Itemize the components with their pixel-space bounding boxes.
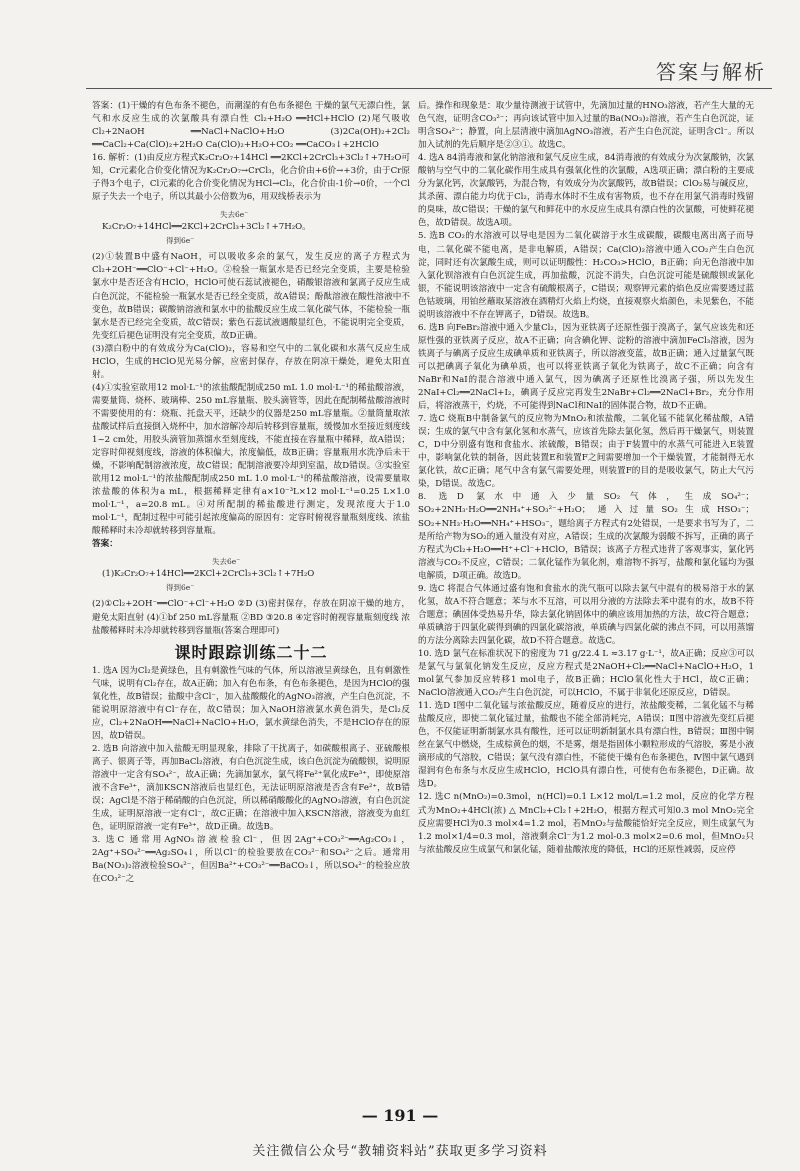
question-5: 5. 选B CO₂的水溶液可以导电是因为二氧化碳溶于水生成碳酸，碳酸电离出离子而导电，二氧化碳不能电离，是非电解质，A错误；Ca(ClO)₂溶液中通入CO₂产生白色沉淀，同时还有次氯酸生成，则可以证明酸性：H₂CO₃>HClO，B正确；向无色溶液中加入氯化钡溶液有白色沉淀生成，再加盐酸，沉淀不消失，白色沉淀可能是硫酸钡或氯化银，不能说明该溶液中一定含有硫酸根离子，C错误；观察钾元素的焰色反应需要透过蓝色钴玻璃，用铂丝蘸取某溶液在酒精灯火焰上灼烧，直接观察火焰颜色，未见紫色，不能说明该溶液中不存在钾离子，D错误。故选B。 xyxy=(418,231,754,320)
question-16-part-4: (4)①实验室欲用12 mol·L⁻¹的浓盐酸配制成250 mL 1.0 mol·L⁻¹的稀盐酸溶液，需要量筒、烧杯、玻璃棒、250 mL容量瓶、胶头滴管等，因此在配制稀盐酸溶液时不需要使用的有：烧瓶、托盘天平，还缺少的仪器是250 mL容量瓶。②量筒量取浓盐酸试样后直接倒入烧杯中，加水溶解冷却后转移到容量瓶，缓慢加水至接近刻度线1~2 cm处，用胶头滴管加蒸馏水至刻度线，不能直接在容量瓶中稀释，故A错误；定容时仰视刻度线，溶液的体积偏大，浓度偏低，故B正确；容量瓶用水洗净后未干燥，不影响配制溶液浓度，故C错误；配制溶液要冷却到室温，故D错误。③实验室欲用12 mol·L⁻¹的浓盐酸配制成250 mL 1.0 mol·L⁻¹的稀盐酸溶液，设需要量取浓盐酸的体积为a mL，根据稀释定律有a×10⁻³L×12 mol·L⁻¹=0.25 L×1.0 mol·L⁻¹，a=20.8 mL。④对所配制的稀盐酸进行测定，发现浓度大于1.0 mol·L⁻¹，配制过程中可能引起浓度偏高的原因有：定容时俯视容量瓶刻度线、浓盐酸稀释时未冷却就转移到容量瓶。 xyxy=(92,382,410,537)
question-8: 8. 选D 氯水中通入少量SO₂气体，生成SO₄²⁻；SO₂+2NH₃·H₂O══2NH₄⁺+SO₃²⁻+H₂O；通入过量SO₂生成HSO₃⁻；SO₂+NH₃·H₂O══NH₄⁺+HSO₃⁻，题给离子方程式有2处错误，一是要求书写为了，二是所给产物为SO₂的通入量没有对应，A错误；生成的次氯酸为弱酸不拆写，正确的离子方程式为Cl₂+H₂O══H⁺+Cl⁻+HClO，B错误；该离子方程式违背了客观事实，氯化钙溶液与CO₂不反应，C错误；二氧化锰作为氧化剂，难溶物不拆写，盐酸和氯化锰均为强电解质，D项正确。故选D。 xyxy=(418,492,754,581)
diagram-1-equation: K₂Cr₂O₇+14HCl══2KCl+2CrCl₃+3Cl₂↑+7H₂O。 xyxy=(102,222,311,233)
question-16-part-3: (3)漂白粉中的有效成分为Ca(ClO)₂，容易和空气中的二氧化碳和水蒸气反应生成HClO，生成的HClO见光易分解，应密封保存，存放在阴凉干燥处，避免太阳直射。 xyxy=(92,343,410,380)
question-1: 1. 选A 因为Cl₂是黄绿色，且有刺激性气味的气体，所以溶液呈黄绿色，且有刺激性气味，说明有Cl₂存在，故A正确；加入有色布条，有色布条褪色，是因为HClO的强氧化性，故B错误；盐酸中含Cl⁻，加入盐酸酸化的AgNO₃溶液，产生白色沉淀，不能说明原溶液中有Cl⁻存在，故C错误；加入NaOH溶液氯水黄色消失，是Cl₂反应，Cl₂+2NaOH══NaCl+NaClO+H₂O，氯水黄绿色消失，不是HClO存在的原因，故D错误。 xyxy=(92,665,410,741)
question-11: 11. 选D Ⅰ图中二氧化锰与浓盐酸反应，随着反应的进行，浓盐酸变稀，二氧化锰不与稀盐酸反应，即使二氧化锰过量，盐酸也不能全部消耗完，A错误；Ⅱ图中溶液先变红后褪色，不仅能证明新制氯水具有酸性，还可以证明新制氯水具有漂白性，B错误；Ⅲ图中铜丝在氯气中燃烧，生成棕黄色的烟，不是雾，烟是指固体小颗粒形成的气溶胶，雾是小液滴形成的气溶胶，C错误；氯气没有漂白性，不能使干燥有色布条褪色，Ⅳ图中氯气遇到湿润有色布条与水反应生成HClO，HClO具有漂白性，可使有色布条褪色，D正确。故选D。 xyxy=(418,701,754,790)
question-10: 10. 选D 氯气在标准状况下的密度为 71 g/22.4 L ≈3.17 g·L⁻¹，故A正确；反应③可以是氯气与氯氧化钠发生反应，反应方程式是2NaOH+Cl₂══NaCl+NaClO+H₂O，1 mol氯气参加反应转移1 mol电子，故B正确；HClO氧化性大于HCl，故C正确；NaClO溶液通入CO₂产生白色沉淀，可以HClO，不属于非氧化还原反应，D错误。 xyxy=(418,648,754,699)
electron-transfer-diagram-1 xyxy=(102,208,410,247)
header-title: 答案与解析 xyxy=(656,60,766,84)
left-column xyxy=(92,100,410,886)
answer-15: 答案：(1)干燥的有色布条不褪色，而潮湿的有色布条褪色 干燥的氯气无漂白性，氯气和水反应生成的次氯酸具有漂白性 Cl₂+H₂O ══HCl+HClO (2)尾气吸收 Cl₂+2NaOH ══NaCl+NaClO+H₂O (3)2Ca(OH)₂+2Cl₂ ══CaCl₂+Ca(ClO)₂+2H₂O Ca(ClO)₂+H₂O+CO₂ ══CaCO₃↓+2HClO xyxy=(92,101,410,151)
question-6: 6. 选B 向FeBr₂溶液中通入少量Cl₂，因为亚铁离子还原性强于溴离子，氯气应该先和还原性强的亚铁离子反应，故A不正确；向含碘化钾、淀粉的溶液中滴加FeCl₃溶液，因为铁离子与碘离子反应生成碘单质和亚铁离子，所以溶液变蓝，故B正确；通入过量氯气既可以把碘离子氧化为碘单质，也可以将亚铁离子氧化为铁离子，故C不正确；向含有NaBr和NaI的混合溶液中通入氯气，因为碘离子还原性比溴离子强，所以先发生2NaI+Cl₂══2NaCl+I₂，碘离子反应完再发生2NaBr+Cl₂══2NaCl+Br₂，充分作用后，将溶液蒸干，灼烧，不可能得到NaCl和NaI的固体混合物，故D不正确。 xyxy=(418,322,754,412)
question-3-start: 3. 选C 通常用AgNO₃溶液检验Cl⁻，但因2Ag⁺+CO₃²⁻══Ag₂CO₃↓，2Ag⁺+SO₄²⁻══Ag₂SO₄↓，所以Cl⁻的检验要放在CO₃²⁻和SO₄²⁻之后。通常用Ba(NO₃)₂溶液检验SO₄²⁻，但因Ba²⁺+CO₃²⁻══BaCO₃↓，所以SO₄²⁻的检验应放在CO₃²⁻之 xyxy=(92,835,410,885)
page-header xyxy=(0,0,800,92)
question-3-end: 后。操作和现象是：取少量待测液于试管中，先滴加过量的HNO₃溶液，若产生大量的无色气泡，证明含CO₃²⁻；再向该试管中加入过量的Ba(NO₃)₂溶液，若产生白色沉淀，证明含SO₄²⁻；静置，向上层清液中滴加AgNO₃溶液，若产生白色沉淀，证明含Cl⁻。所以加入试剂的先后顺序是②③①。故选C。 xyxy=(418,101,754,151)
diagram-2-equation: (1)K₂Cr₂O₇+14HCl══2KCl+2CrCl₃+3Cl₂↑+7H₂O xyxy=(102,569,315,580)
question-9: 9. 选C 将混合气体通过盛有饱和食盐水的洗气瓶可以除去氯气中混有的极易溶于水的氯化氢，故A不符合题意；苯与水不互溶，可以用分液的方法除去苯中混有的水，故B不符合题意；碘固体受热易升华，除去氯化钠固体中的碘应该用加热的方法，故C符合题意；单质碘溶于四氯化碳得到碘的四氯化碳溶液，单质碘与四氯化碳的沸点不同，可以用蒸馏的方法分离除去四氯化碳，故D不符合题意。故选C。 xyxy=(418,583,754,646)
right-column xyxy=(418,100,754,857)
diagram-2-gain-label: 得到6e⁻ xyxy=(166,583,195,593)
electron-transfer-diagram-2 xyxy=(102,555,410,594)
diagram-1-gain-label: 得到6e⁻ xyxy=(166,236,195,246)
question-2: 2. 选B 向溶液中加入盐酸无明显现象，排除了干扰离子，如碳酸根离子、亚硫酸根离子、银离子等，再加BaCl₂溶液，有白色沉淀生成，该白色沉淀为硫酸钡，说明原溶液中一定含有SO₄²⁻，故A正确；先滴加氯水，氯气将Fe²⁺氧化成Fe³⁺，即使原溶液不含Fe³⁺，滴加KSCN溶液后也显红色，无法证明原溶液是否含有Fe²⁺，故B错误；AgCl是不溶于稀硝酸的白色沉淀，所以稀硝酸酸化的AgNO₃溶液，有白色沉淀生成，证明原溶液一定有Cl⁻，故C正确；在溶液中加入KSCN溶液，溶液变为血红色，证明原溶液一定有Fe³⁺，故D正确。故选B。 xyxy=(92,743,410,833)
footer-note: 关注微信公众号“教辅资料站”获取更多学习资料 xyxy=(252,1144,548,1159)
question-16-analysis: 16. 解析：(1)由反应方程式K₂Cr₂O₇+14HCl ══2KCl+2CrCl₃+3Cl₂↑+7H₂O可知，Cr元素化合价变化情况为K₂Cr₂O₇→CrCl₃，化合价由+6价→+3价，由于Cr原子得3个电子，Cl元素的化合价变化情况为HCl→Cl₂，化合价由-1价→0价，一个Cl原子失去一个电子，所以其最小公倍数为6，用双线桥表示为 xyxy=(92,153,410,203)
answer-16-label: 答案： xyxy=(92,539,118,550)
answer-16: (2)①Cl₂+2OH⁻══ClO⁻+Cl⁻+H₂O ②D (3)密封保存，存放在阴凉干燥的地方，避免太阳直射 (4)①bf 250 mL容量瓶 ②BD ③20.8 ④定容时俯视容量瓶刻度线 浓盐酸稀释时未冷却就转移到容量瓶(答案合理即可) xyxy=(92,599,410,636)
diagram-2-lose-label: 失去6e⁻ xyxy=(212,557,241,567)
question-4: 4. 选A 84消毒液和氯化钠溶液和氯气反应生成，84消毒液的有效成分为次氯酸钠，次氯酸钠与空气中的二氧化碳作用生成具有强氧化性的次氯酸，A选项正确；漂白粉的主要成分为氯化钙，次氯酸钙，为混合物，有效成分为次氯酸钙，故B错误；ClO₂易与碱反应，其杀菌、漂白能力均优于Cl₂，消毒水体时不生成有害物质，也不存在用氯气消毒时残留的臭味，故C错误；干燥的氯气和鲜花中的水反应生成具有漂白性的次氯酸，可使鲜花褪色，故D错误。故选A项。 xyxy=(418,153,754,229)
page-number: — 191 — xyxy=(361,1106,439,1125)
header-rule xyxy=(86,88,772,89)
question-16-part-2: (2)①装置B中盛有NaOH，可以吸收多余的氯气，发生反应的离子方程式为Cl₂+2OH⁻══ClO⁻+Cl⁻+H₂O。②检验一瓶氯水是否已经完全变质，主要是检验氯水中是否还含有HClO，HClO可使石蕊试液褪色，硝酸银溶液和氯离子反应生成白色沉淀，不能检验一瓶氯水是否已经全变质，故A错误；酚酞溶液在酸性溶液中不变色，故B错误；碳酸钠溶液和氯水中的盐酸反应生成二氧化碳气体，不能检验一瓶氯水是否已经完全变质，故C错误；紫色石蕊试液遇酸显红色，不能说明完全变质，先变红后褪色证明没有完全变质，故D正确。 xyxy=(92,252,410,341)
question-12: 12. 选C n(MnO₂)=0.3mol，n(HCl)=0.1 L×12 mol/L=1.2 mol，反应的化学方程式为MnO₂+4HCl(浓) △ MnCl₂+Cl₂↑+2H₂O，根据方程式可知0.3 mol MnO₂完全反应需要HCl为0.3 mol×4=1.2 mol，若MnO₂与盐酸能恰好完全反应，则生成氯气为1.2 mol×1/4=0.3 mol，溶液剩余Cl⁻为1.2 mol-0.3 mol×2=0.6 mol，但MnO₂只与浓盐酸反应生成氯气和氯化锰，随着盐酸浓度的降低，HCl的还原性减弱，反应停 xyxy=(418,792,754,855)
question-7: 7. 选C 烧瓶B中制备氯气的反应物为MnO₂和浓盐酸，二氧化锰不能氧化稀盐酸，A错误；生成的氯气中含有氯化氢和水蒸气，应该首先除去氯化氢，然后再干燥氯气，则装置C，D中分别盛有饱和食盐水、浓硫酸，B错误；由于F装置中的水蒸气可能进入E装置中，影响氯化铁的制备，因此装置E和装置F之间需要增加一个干燥装置，才能制得无水氯化铁，故C正确；尾气中含有氯气需要处理，则装置F的目的是吸收氯气，防止大气污染，D错误。故选C。 xyxy=(418,414,754,490)
section-title: 课时跟踪训练二十二 xyxy=(174,642,328,662)
diagram-1-lose-label: 失去6e⁻ xyxy=(220,210,249,220)
